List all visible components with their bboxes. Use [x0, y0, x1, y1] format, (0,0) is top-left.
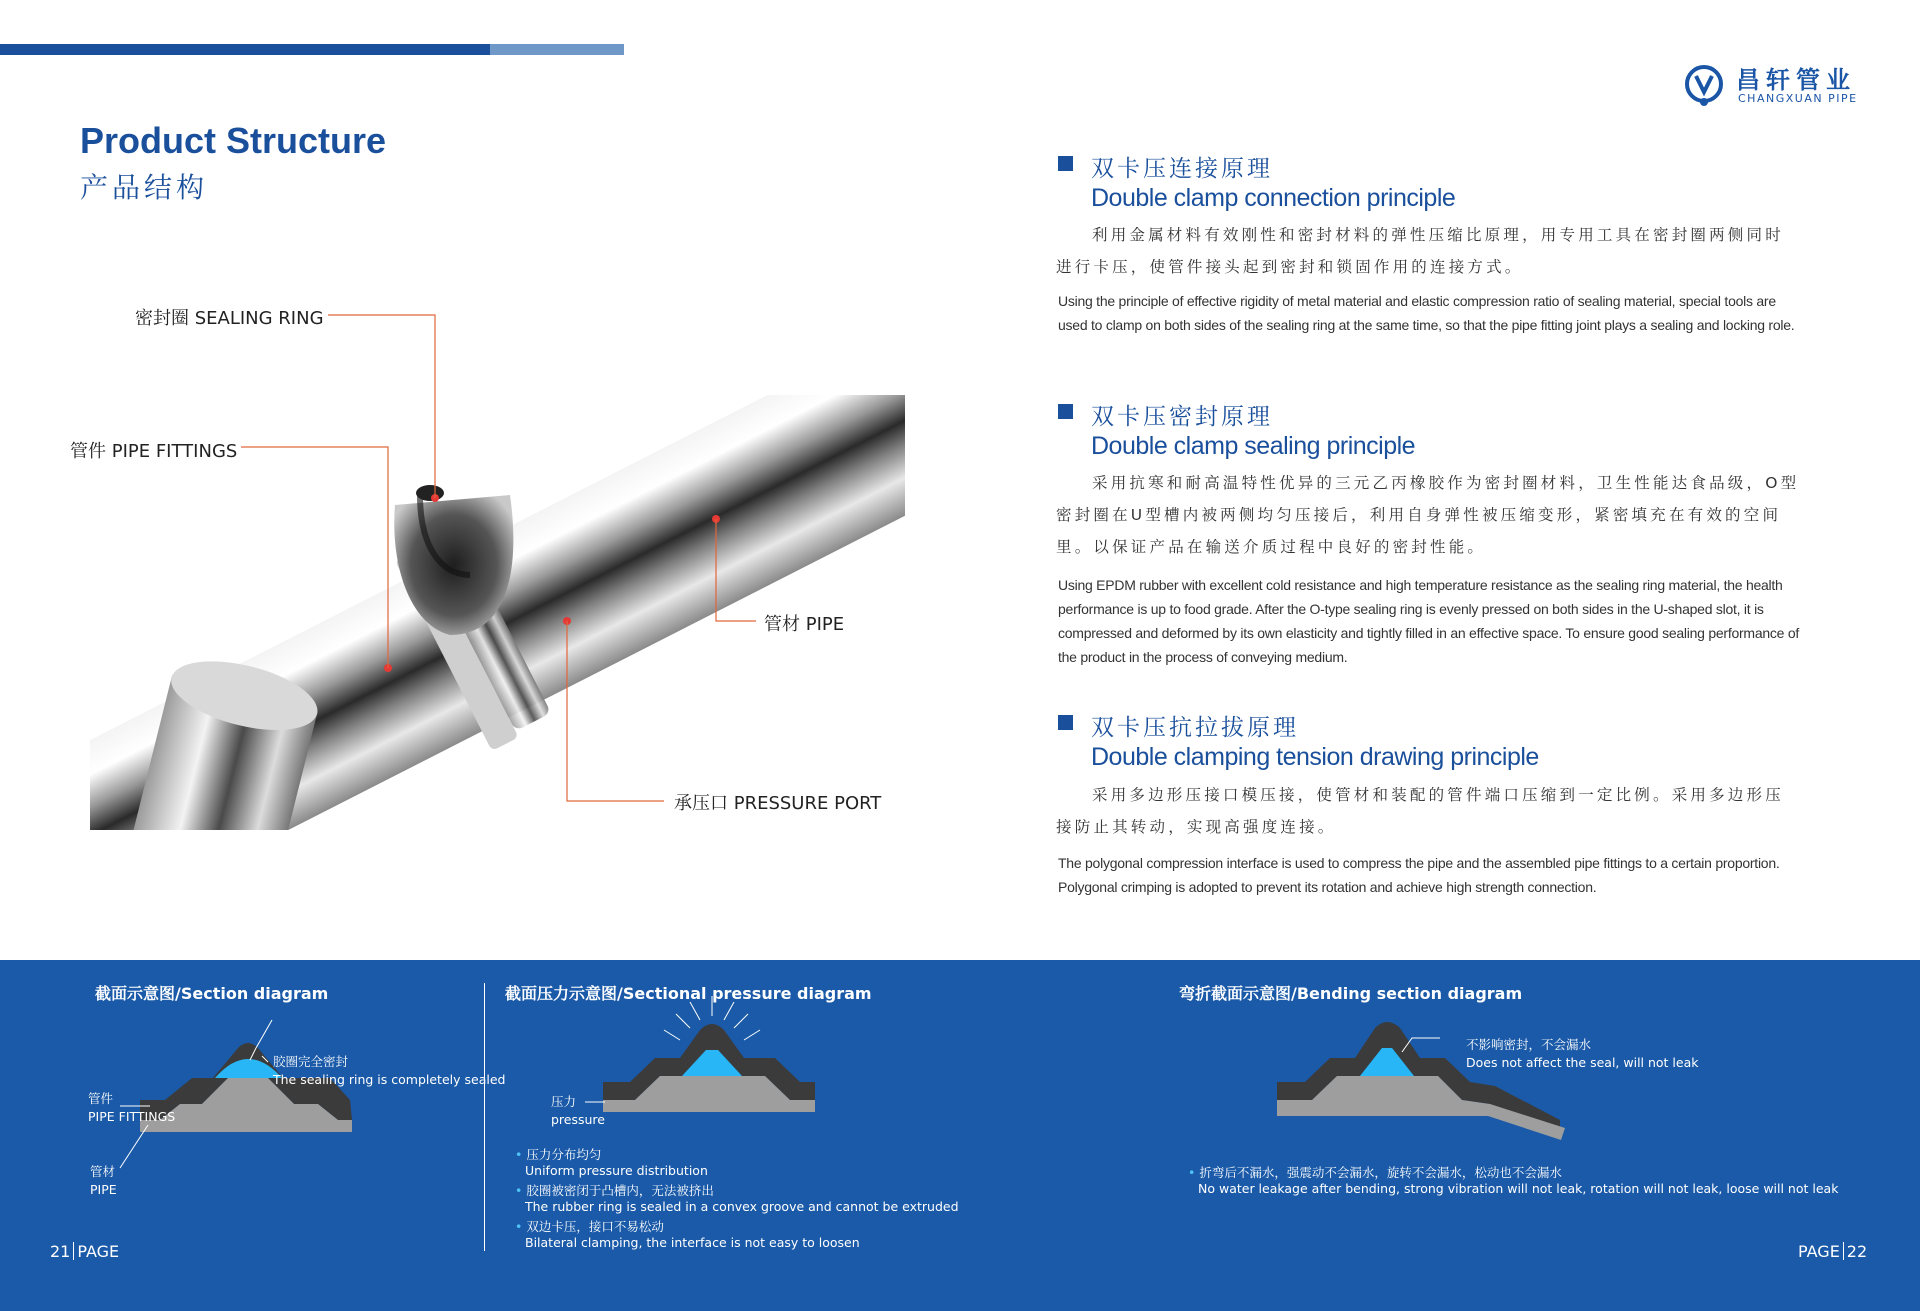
- bending-note-en: Does not affect the seal, will not leak: [1466, 1055, 1699, 1070]
- top-accent-bar-light: [490, 44, 624, 55]
- section-marker: [1058, 404, 1073, 419]
- label-sealing-ring: 密封圈 SEALING RING: [135, 308, 324, 329]
- section-title-zh: 双卡压密封原理: [1091, 404, 1273, 430]
- section-fittings-en: PIPE FITTINGS: [88, 1109, 176, 1124]
- page-title-en: Product Structure: [80, 120, 387, 161]
- bending-note-zh: 不影响密封，不会漏水: [1466, 1037, 1592, 1052]
- section-body-zh: 采用抗寒和耐高温特性优异的三元乙丙橡胶作为密封圈材料，卫生性能达食品级，O型密封圈在U型槽内被两侧均匀压接后，利用自身弹性被压缩变形，紧密填充在有效的空间里。以保证产品在输送介质过程中良好的密封性能。: [1056, 474, 1800, 556]
- section-title-zh: 双卡压连接原理: [1091, 156, 1273, 182]
- label-pipe-fittings: 管件 PIPE FITTINGS: [70, 441, 238, 462]
- pressure-label-en: pressure: [551, 1112, 605, 1127]
- pressure-bullet: • 胶圈被密闭于凸槽内，无法被挤出 The rubber ring is sealed in a convex groove and cannot be extruded: [515, 1183, 959, 1214]
- section-body-zh: 采用多边形压接口模压接，使管材和装配的管件端口压缩到一定比例。采用多边形压接防止其转动，实现高强度连接。: [1056, 786, 1784, 836]
- section-title-zh: 双卡压抗拉拔原理: [1091, 715, 1299, 741]
- section-pipe-zh: 管材: [90, 1164, 116, 1179]
- pressure-label-zh: 压力: [551, 1094, 577, 1109]
- page-number-right: PAGE 22: [1798, 1242, 1868, 1261]
- top-accent-bar-dark: [0, 44, 490, 55]
- section-diagram-title: 截面示意图/Section diagram: [95, 984, 329, 1003]
- pressure-diagram-shape: [585, 996, 815, 1112]
- section-body-en: The polygonal compression interface is used to compress the pipe and the assembled pipe fittings to a certain proportion. Polygonal crimping is adopted to prevent its rotation and achieve high strength connection.: [1058, 855, 1780, 895]
- bending-bullet: • 折弯后不漏水，强震动不会漏水，旋转不会漏水，松动也不会漏水 No water leakage after bending, strong vibration will not leak, rotation will not leak, loose will not leak: [1188, 1165, 1839, 1196]
- section-pipe-en: PIPE: [90, 1182, 117, 1197]
- section-marker: [1058, 156, 1073, 171]
- brand-name-en: CHANGXUAN PIPE: [1738, 92, 1858, 105]
- section-body-en: Using the principle of effective rigidity of metal material and elastic compression ratio of sealing material, special tools are used to clamp on both sides of the sealing ring at the same time, so that the pipe fitting joint plays a sealing and locking role.: [1058, 293, 1795, 333]
- section-diagram-shape: [120, 1020, 352, 1168]
- brand-logo-icon: [1684, 62, 1728, 110]
- section-sealed-zh: 胶圈完全密封: [273, 1054, 349, 1069]
- section-title-en: Double clamp sealing principle: [1091, 432, 1416, 460]
- label-pressure-port: 承压口 PRESSURE PORT: [674, 793, 882, 814]
- section-marker: [1058, 715, 1073, 730]
- pressure-bullet: • 压力分布均匀 Uniform pressure distribution: [515, 1147, 708, 1178]
- label-pipe: 管材 PIPE: [764, 614, 845, 635]
- pressure-bullet: • 双边卡压，接口不易松动 Bilateral clamping, the interface is not easy to loosen: [515, 1219, 860, 1250]
- section-body-zh: 利用金属材料有效刚性和密封材料的弹性压缩比原理，用专用工具在密封圈两侧同时进行卡压，使管件接头起到密封和锁固作用的连接方式。: [1056, 226, 1784, 276]
- page-title-zh: 产品结构: [80, 171, 209, 204]
- section-fittings-zh: 管件: [88, 1091, 114, 1106]
- bending-diagram-title: 弯折截面示意图/Bending section diagram: [1179, 984, 1523, 1003]
- brand-name-zh: 昌轩管业: [1736, 66, 1856, 94]
- section-title-en: Double clamping tension drawing principle: [1091, 743, 1539, 771]
- pressure-diagram-title: 截面压力示意图/Sectional pressure diagram: [505, 984, 872, 1003]
- page-number-left: 21 PAGE: [50, 1242, 120, 1261]
- cross-section-diagrams: [0, 960, 1920, 1311]
- section-sealed-en: The sealing ring is completely sealed: [273, 1072, 506, 1087]
- section-title-en: Double clamp connection principle: [1091, 184, 1456, 212]
- section-body-en: Using EPDM rubber with excellent cold resistance and high temperature resistance as the sealing ring material, the health performance is up to food grade. After the O-type sealing ring is evenly pressed on both sides in the U-shaped slot, it is compressed and deformed by its own elasticity and tightly filled in an effective space. To ensure good sealing performance of the product in the process of conveying medium.: [1058, 577, 1800, 665]
